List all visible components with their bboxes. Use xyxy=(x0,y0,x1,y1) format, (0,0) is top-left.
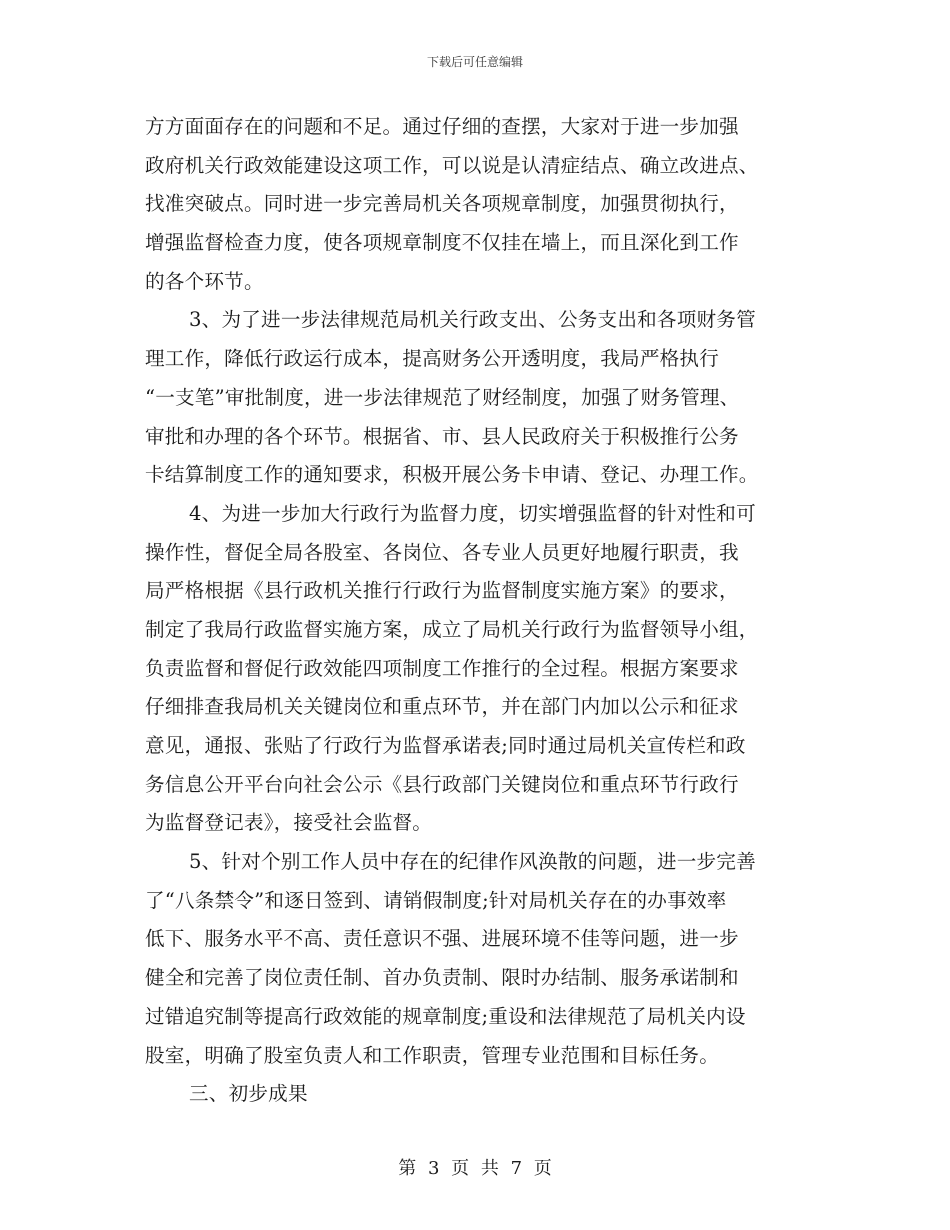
text-line: 仔细排查我局机关关键岗位和重点环节，并在部门内加以公示和征求 xyxy=(145,695,739,719)
text-line: 3、为了进一步法律规范局机关行政支出、公务支出和各项财务管 xyxy=(189,308,756,332)
page-header: 下载后可任意编辑 xyxy=(426,55,523,69)
text-line: 意见，通报、张贴了行政行为监督承诺表;同时通过局机关宣传栏和政 xyxy=(145,734,746,757)
text-line: 5、针对个别工作人员中存在的纪律作风涣散的问题，进一步完善 xyxy=(189,850,756,874)
text-line: “一支笔”审批制度，进一步法律规范了财经制度，加强了财务管理、 xyxy=(145,385,740,409)
text-line: 务信息公开平台向社会公示《县行政部门关键岗位和重点环节行政行 xyxy=(145,772,739,796)
text-line: 增强监督检查力度，使各项规章制度不仅挂在墙上，而且深化到工作 xyxy=(145,231,739,255)
text-line: 健全和完善了岗位责任制、首办负责制、限时办结制、服务承诺制和 xyxy=(145,966,739,990)
text-line: 理工作，降低行政运行成本，提高财务公开透明度，我局严格执行 xyxy=(145,347,720,371)
text-line: 过错追究制等提高行政效能的规章制度;重设和法律规范了局机关内设 xyxy=(145,1004,746,1028)
text-line: 了“八条禁令”和逐日签到、请销假制度;针对局机关存在的办事效率 xyxy=(145,888,727,912)
text-line: 的各个环节。 xyxy=(145,269,264,293)
text-line: 审批和办理的各个环节。根据省、市、县人民政府关于积极推行公务 xyxy=(145,424,739,448)
text-line: 局严格根据《县行政机关推行行政行为监督制度实施方案》的要求， xyxy=(145,579,739,603)
text-line: 操作性，督促全局各股室、各岗位、各专业人员更好地履行职责，我 xyxy=(145,540,739,564)
text-line: 负责监督和督促行政效能四项制度工作推行的全过程。根据方案要求 xyxy=(145,656,739,680)
text-line: 低下、服务水平不高、责任意识不强、进展环境不佳等问题，进一步 xyxy=(145,927,739,951)
text-line: 政府机关行政效能建设这项工作，可以说是认清症结点、确立改进点、 xyxy=(145,153,759,177)
page-number: 第 3 页 共 7 页 xyxy=(398,1158,552,1179)
text-line: 找准突破点。同时进一步完善局机关各项规章制度，加强贯彻执行， xyxy=(145,192,739,216)
text-line: 方方面面存在的问题和不足。通过仔细的查摆，大家对于进一步加强 xyxy=(145,115,739,138)
text-line: 股室，明确了股室负责人和工作职责，管理专业范围和目标任务。 xyxy=(145,1043,720,1067)
text-line: 三、初步成果 xyxy=(189,1082,308,1106)
text-line: 4、为进一步加大行政行为监督力度，切实增强监督的针对性和可 xyxy=(189,501,756,525)
text-line: 为监督登记表》，接受社会监督。 xyxy=(145,811,433,835)
text-line: 制定了我局行政监督实施方案，成立了局机关行政行为监督领导小组， xyxy=(145,617,759,641)
document-body xyxy=(145,108,815,1114)
text-line: 卡结算制度工作的通知要求，积极开展公务卡申请、登记、办理工作。 xyxy=(145,463,759,487)
